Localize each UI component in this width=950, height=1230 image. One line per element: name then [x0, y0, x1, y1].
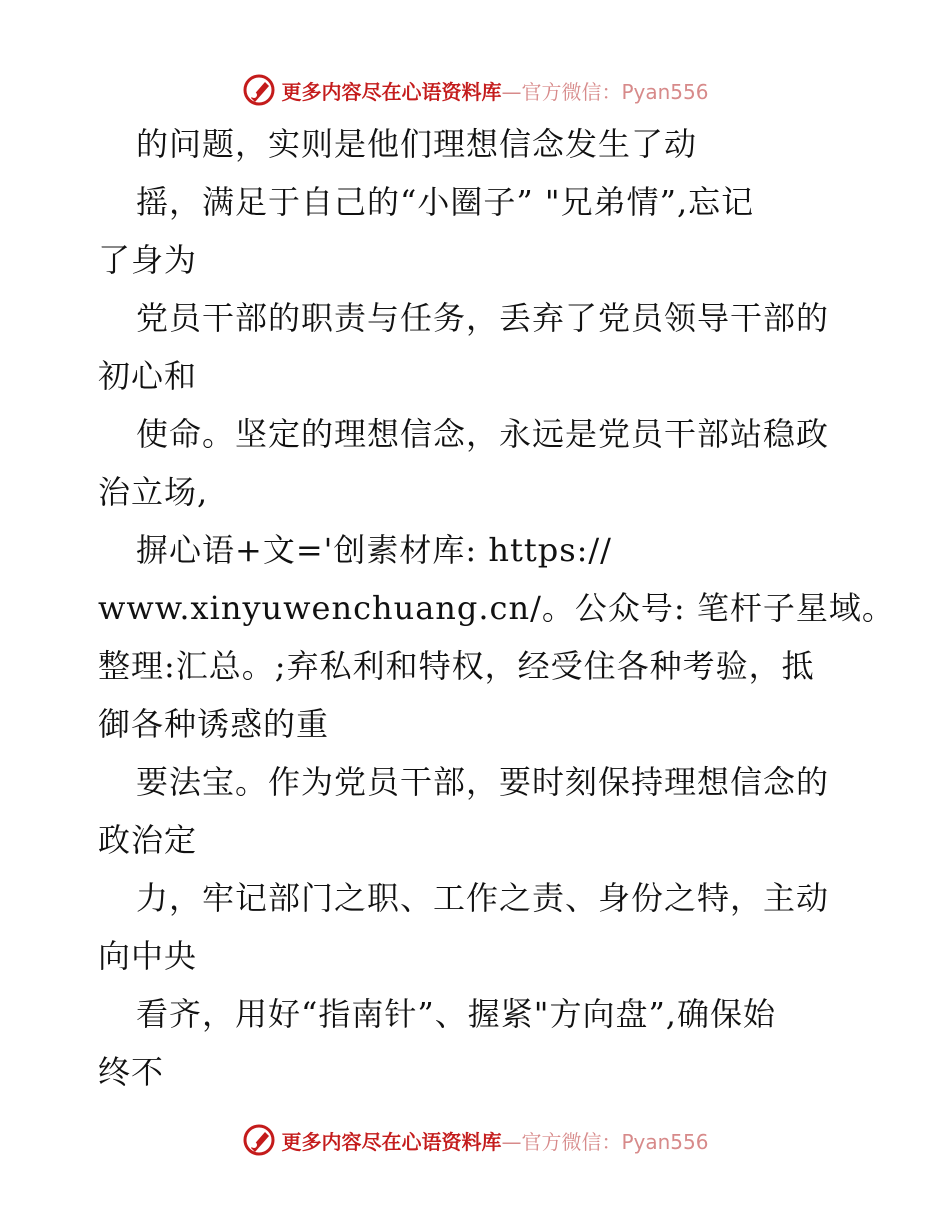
text-line: www.xinyuwenchuang.cn/。公众号: 笔杆子星域。 [98, 589, 895, 627]
text-line: 力，牢记部门之职、工作之责、身份之特，主动 [136, 879, 830, 917]
text-line: 的问题，实则是他们理想信念发生了动 [136, 125, 698, 163]
text-line: 初心和 [98, 357, 198, 395]
text-line: 摒心语+文='创素材库: https:// [136, 531, 612, 569]
text-line: 治立场, [98, 473, 209, 511]
text-line: 摇，满足于自己的“小圈子” "兄弟情”,忘记 [136, 183, 755, 221]
pen-logo-icon [241, 1122, 277, 1158]
footer-watermark-banner [0, 1120, 950, 1160]
text-line: 向中央 [98, 937, 198, 975]
text-line: 使命。坚定的理想信念，永远是党员干部站稳政 [136, 415, 830, 453]
text-line: 要法宝。作为党员干部，要时刻保持理想信念的 [136, 763, 830, 801]
text-line: 政治定 [98, 821, 198, 859]
banner-tail-text: —官方微信：Pyan556 [501, 79, 709, 104]
banner-main-text: 更多内容尽在心语资料库 [281, 1129, 502, 1154]
pen-logo-icon [241, 72, 277, 108]
text-line: 了身为 [98, 241, 198, 279]
text-line: 整理:汇总。;弃私利和特权，经受住各种考验，抵 [98, 647, 815, 685]
text-line: 御各种诱惑的重 [98, 705, 330, 743]
banner-main-text: 更多内容尽在心语资料库 [281, 79, 502, 104]
text-line: 党员干部的职责与任务，丢弃了党员领导干部的 [136, 299, 830, 337]
header-watermark-banner [0, 70, 950, 110]
document-body [98, 115, 895, 1101]
text-line: 看齐，用好“指南针”、握紧"方向盘”,确保始 [136, 995, 776, 1033]
text-line: 终不 [98, 1053, 165, 1091]
banner-tail-text: —官方微信：Pyan556 [501, 1129, 709, 1154]
